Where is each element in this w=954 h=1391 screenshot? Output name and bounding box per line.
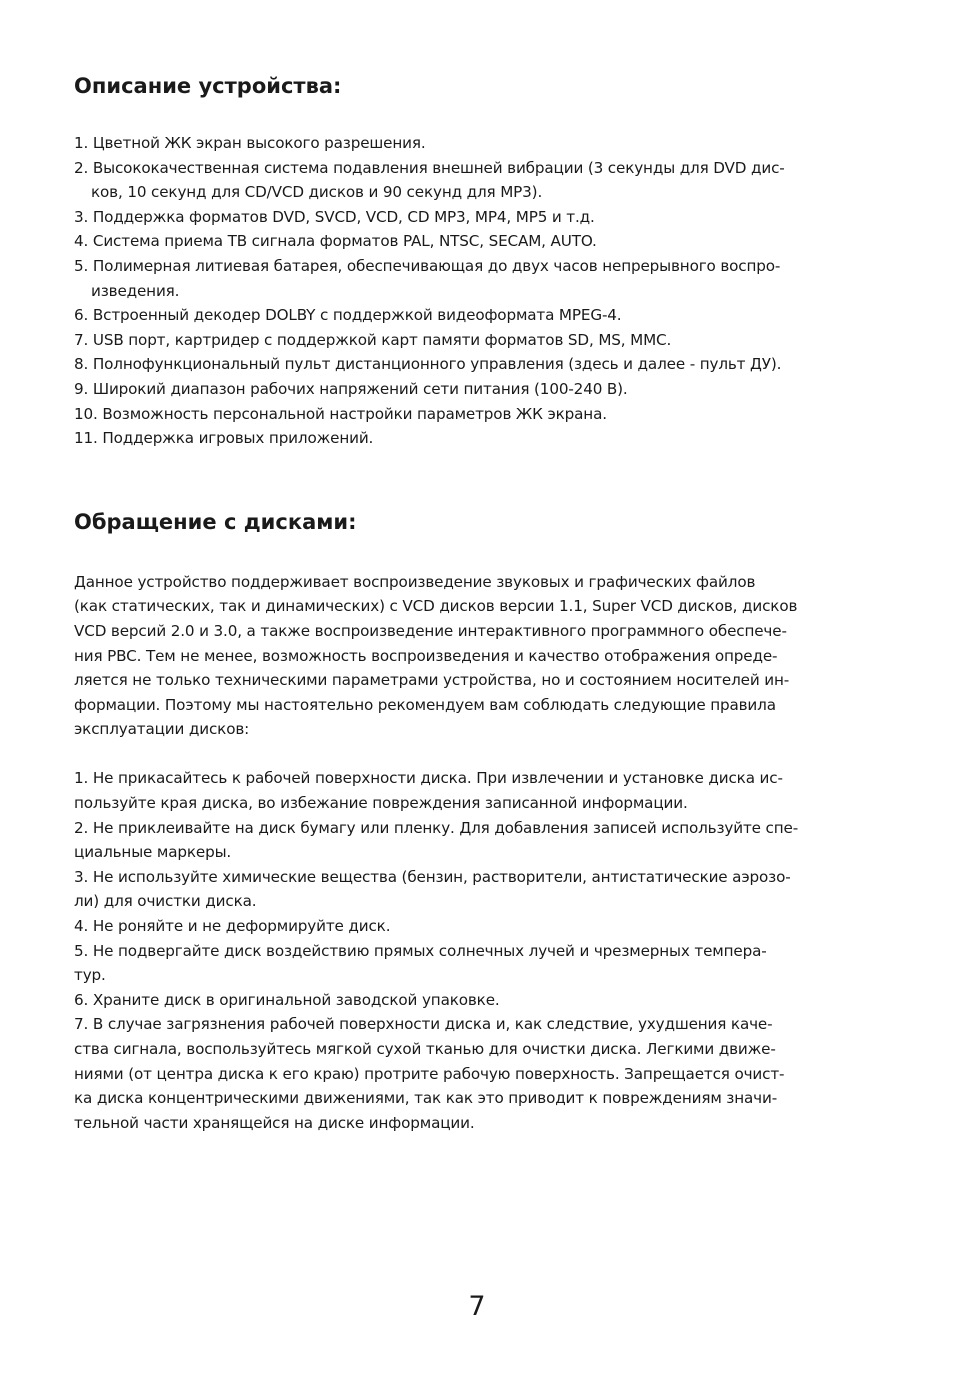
rule-item bbox=[74, 988, 884, 1013]
rule-line: 1. Не прикасайтесь к рабочей поверхности диска. При извлечении и установке диска ис- bbox=[74, 769, 783, 788]
list-item-line: 5. Полимерная литиевая батарея, обеспечивающая до двух часов непрерывного воспро- bbox=[74, 256, 781, 275]
device-features-list bbox=[74, 131, 884, 451]
intro-paragraph bbox=[74, 570, 884, 742]
list-item-line: ков, 10 секунд для CD/VCD дисков и 90 секунд для MP3). bbox=[91, 183, 543, 202]
list-item-line: изведения. bbox=[91, 281, 180, 300]
rule-line: 6. Храните диск в оригинальной заводской упаковке. bbox=[74, 990, 500, 1009]
rule-item bbox=[74, 939, 884, 988]
list-item bbox=[74, 352, 884, 377]
paragraph-line: Данное устройство поддерживает воспроизведение звуковых и графических файлов bbox=[74, 572, 756, 591]
page-content bbox=[74, 72, 884, 1135]
paragraph-line: ния PBC. Тем не менее, возможность воспроизведения и качество отображения опреде- bbox=[74, 646, 778, 665]
list-item-line: 8. Полнофункциональный пульт дистанционного управления (здесь и далее - пульт ДУ). bbox=[74, 355, 782, 374]
rule-item bbox=[74, 766, 884, 815]
rule-item bbox=[74, 865, 884, 914]
paragraph-line: эксплуатации дисков: bbox=[74, 720, 250, 739]
list-item bbox=[74, 377, 884, 402]
rule-line: 5. Не подвергайте диск воздействию прямых солнечных лучей и чрезмерных темпера- bbox=[74, 941, 767, 960]
list-item-line: 11. Поддержка игровых приложений. bbox=[74, 429, 374, 448]
rule-line: 7. В случае загрязнения рабочей поверхности диска и, как следствие, ухудшения каче- bbox=[74, 1015, 773, 1034]
list-item bbox=[74, 205, 884, 230]
rule-item bbox=[74, 914, 884, 939]
rule-line: циальные маркеры. bbox=[74, 843, 232, 862]
rule-line: пользуйте края диска, во избежание повреждения записанной информации. bbox=[74, 794, 688, 813]
section-heading-disc-handling: Обращение с дисками: bbox=[74, 509, 357, 534]
list-item-line: 1. Цветной ЖК экран высокого разрешения. bbox=[74, 134, 426, 152]
rule-line: тельной части хранящейся на диске информации. bbox=[74, 1113, 475, 1132]
paragraph-line: (как статических, так и динамических) с VCD дисков версии 1.1, Super VCD дисков, дисков bbox=[74, 597, 798, 616]
paragraph-line: VCD версий 2.0 и 3.0, а также воспроизведение интерактивного программного обеспече- bbox=[74, 621, 787, 640]
rule-line: 4. Не роняйте и не деформируйте диск. bbox=[74, 917, 391, 936]
list-item bbox=[74, 156, 884, 205]
page-number: 7 bbox=[468, 1291, 486, 1322]
list-item-line: 9. Широкий диапазон рабочих напряжений сети питания (100-240 В). bbox=[74, 379, 628, 398]
list-item bbox=[74, 426, 884, 451]
list-item-line: 7. USB порт, картридер с поддержкой карт памяти форматов SD, MS, MMC. bbox=[74, 330, 672, 349]
list-item-line: 10. Возможность персональной настройки параметров ЖК экрана. bbox=[74, 404, 607, 423]
disc-handling-rules-list bbox=[74, 766, 884, 1135]
list-item-line: 4. Система приема ТВ сигнала форматов PAL, NTSC, SECAM, AUTO. bbox=[74, 232, 597, 251]
list-item-line: 2. Высококачественная система подавления внешней вибрации (3 секунды для DVD дис- bbox=[74, 158, 785, 177]
list-item bbox=[74, 402, 884, 427]
list-item-line: 3. Поддержка форматов DVD, SVCD, VCD, CD MP3, MP4, MP5 и т.д. bbox=[74, 207, 595, 226]
list-item bbox=[74, 303, 884, 328]
rule-line: ка диска концентрическими движениями, так как это приводит к повреждениям значи- bbox=[74, 1089, 778, 1108]
list-item-line: 6. Встроенный декодер DOLBY с поддержкой видеоформата MPEG-4. bbox=[74, 306, 622, 325]
list-item bbox=[74, 131, 884, 156]
rule-line: 2. Не приклеивайте на диск бумагу или пленку. Для добавления записей используйте спе- bbox=[74, 818, 799, 837]
rule-line: 3. Не используйте химические вещества (бензин, растворители, антистатические аэрозо- bbox=[74, 867, 791, 886]
section-heading-device-description: Описание устройства: bbox=[74, 74, 342, 98]
rule-item bbox=[74, 816, 884, 865]
rule-line: ства сигнала, воспользуйтесь мягкой сухой тканью для очистки диска. Легкими движе- bbox=[74, 1040, 776, 1058]
list-item bbox=[74, 229, 884, 254]
paragraph-line: ляется не только техническими параметрами устройства, но и состоянием носителей ин- bbox=[74, 671, 790, 690]
rule-line: тур. bbox=[74, 966, 106, 985]
paragraph-line: формации. Поэтому мы настоятельно рекомендуем вам соблюдать следующие правила bbox=[74, 695, 776, 714]
list-item bbox=[74, 328, 884, 353]
rule-line: ли) для очистки диска. bbox=[74, 892, 257, 911]
rule-line: ниями (от центра диска к его краю) протрите рабочую поверхность. Запрещается очист- bbox=[74, 1064, 785, 1083]
rule-item bbox=[74, 1012, 884, 1135]
list-item bbox=[74, 254, 884, 303]
